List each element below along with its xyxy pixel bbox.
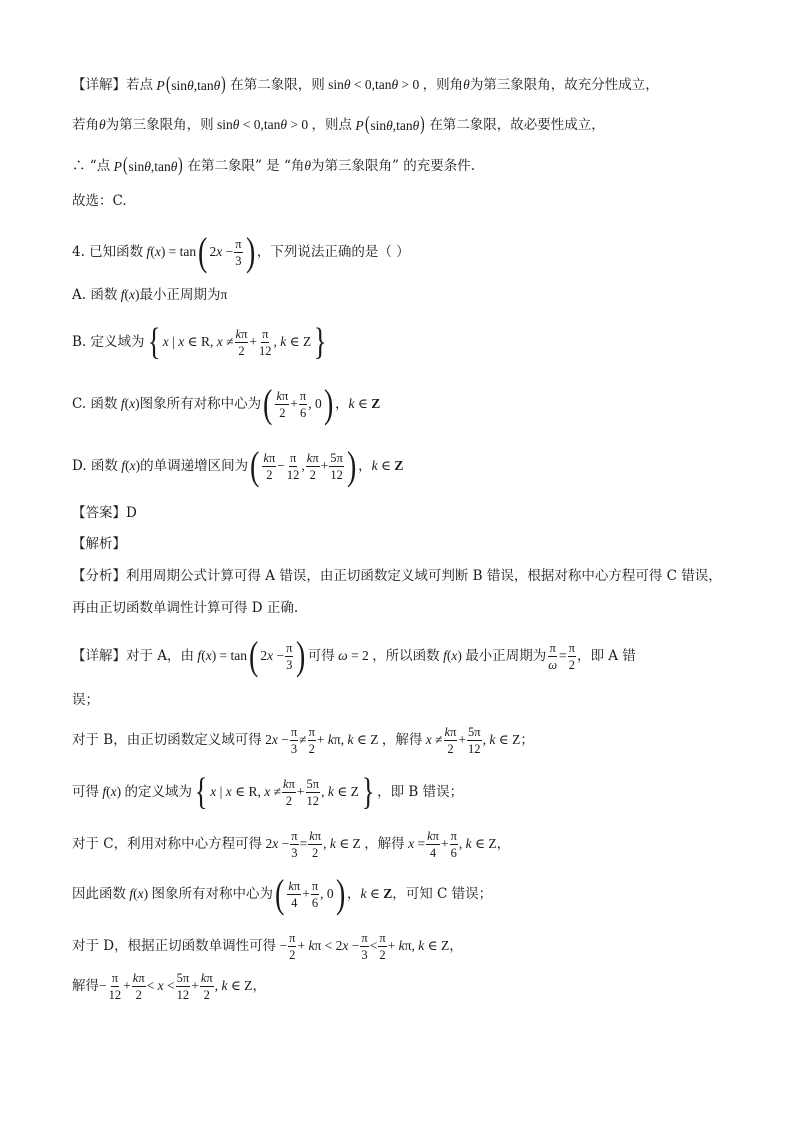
detail-a-wrap: 误； bbox=[72, 692, 99, 708]
detail-b-line-1: 对于 B，由正切函数定义域可得 2x − $\frac{\pi}{3}$ ≠ $\frac{\pi}{2}$ + kπ, k ∈ Z ，解得 x ≠ $\frac{k\pi}{2}$ + $\frac{5\pi}{12}$ , k ∈ Z ； bbox=[72, 724, 534, 756]
detail-c-line-2: 因此函数 f(x) 图象所有对称中心为 ( $\frac{k\pi}{4}$ + $\frac{\pi}{6}$ , 0 ) ，k ∈ Z ，可知 C 错误； bbox=[72, 871, 493, 916]
detail-d-line-1: 对于 D，根据正切函数单调性可得 − $\frac{\pi}{2}$ + kπ < 2x − $\frac{\pi}{3}$ < $\frac{\pi}{2}$ + kπ, k ∈ Z ， bbox=[72, 930, 463, 962]
detail-d-line-2: 解得 − $\frac{\pi}{12}$ + $\frac{k\pi}{2}$ < x < $\frac{5\pi}{12}$ + $\frac{k\pi}{2}$ , k ∈ Z ， bbox=[72, 970, 266, 1002]
answer-tag: 【答案】 bbox=[72, 505, 126, 521]
choose-line: 故选：C. bbox=[72, 193, 127, 209]
option-c: C. 函数 f(x) 图象所有对称中心为 ( $\frac{k\pi}{2}$ + $\frac{\pi}{6}$ , 0 ) ，k ∈ Z bbox=[72, 381, 381, 426]
detail-c-line-1: 对于 C，利用对称中心方程可得 2x − $\frac{\pi}{3}$ = $\frac{k\pi}{2}$ , k ∈ Z ，解得 x = $\frac{k\pi}{4}$ + $\frac{\pi}{6}$ , k ∈ Z ， bbox=[72, 828, 511, 860]
detail-a-line: 【详解】 对于 A，由 f(x) = tan ( 2x − $\frac{\pi}{3}$ ) 可得 ω = 2 ，所以函数 f(x) 最小正周期为 $\frac{\pi}{\omega}$ = $\frac{\pi}{2}$ ，即 A 错 bbox=[72, 633, 636, 678]
detail-b-line-2: 可得 f(x) 的定义域为 { x | x ∈ R, x ≠ $\frac{k\pi}{2}$ + $\frac{5\pi}{12}$ , k ∈ Z } ，即 B 错误； bbox=[72, 771, 464, 813]
option-a: A. 函数 f(x) 最小正周期为 π bbox=[72, 287, 228, 303]
detail-line-3: ∴ “点 P(sinθ,tanθ) 在第二象限” 是 “角 θ 为第三象限角” 的充要条件. bbox=[72, 154, 475, 176]
option-b: B. 定义域为 { x | x ∈ R, x ≠ $\frac{k\pi}{2}$ + $\frac{\pi}{12}$ , k ∈ Z } bbox=[72, 321, 327, 363]
point-p-expr: P(sinθ,tanθ) bbox=[156, 73, 226, 95]
option-d: D. 函数 f(x) 的单调递增区间为 ( $\frac{k\pi}{2}$ − $\frac{\pi}{12}$ , $\frac{k\pi}{2}$ + $\frac{5\pi}{12}$ ) ，k ∈ Z bbox=[72, 443, 404, 488]
answer-line bbox=[72, 503, 137, 523]
fenxi-line-1: 【分析】 利用周期公式计算可得 A 错误，由正切函数定义域可判断 B 错误，根据对称中心方程可得 C 错误， bbox=[72, 568, 722, 584]
detail-tag: 【详解】 bbox=[72, 77, 126, 93]
analysis-tag: 【解析】 bbox=[72, 536, 126, 552]
detail-line-1: 【详解】 若点 P(sinθ,tanθ) 在第二象限，则 sinθ < 0,tanθ > 0 ，则角 θ 为第三象限角，故充分性成立， bbox=[72, 73, 659, 95]
question-4: 4. 已知函数 f(x) = tan ( 2x − $\frac{\pi}{3}$ ) ，下列说法正确的是（ ） bbox=[72, 229, 410, 274]
detail-line-2: 若角 θ 为第三象限角，则 sinθ < 0,tanθ > 0 ，则点 P(sinθ,tanθ) 在第二象限，故必要性成立， bbox=[72, 113, 605, 135]
fenxi-line-2: 再由正切函数单调性计算可得 D 正确. bbox=[72, 600, 299, 616]
answer-value: D bbox=[126, 505, 137, 521]
